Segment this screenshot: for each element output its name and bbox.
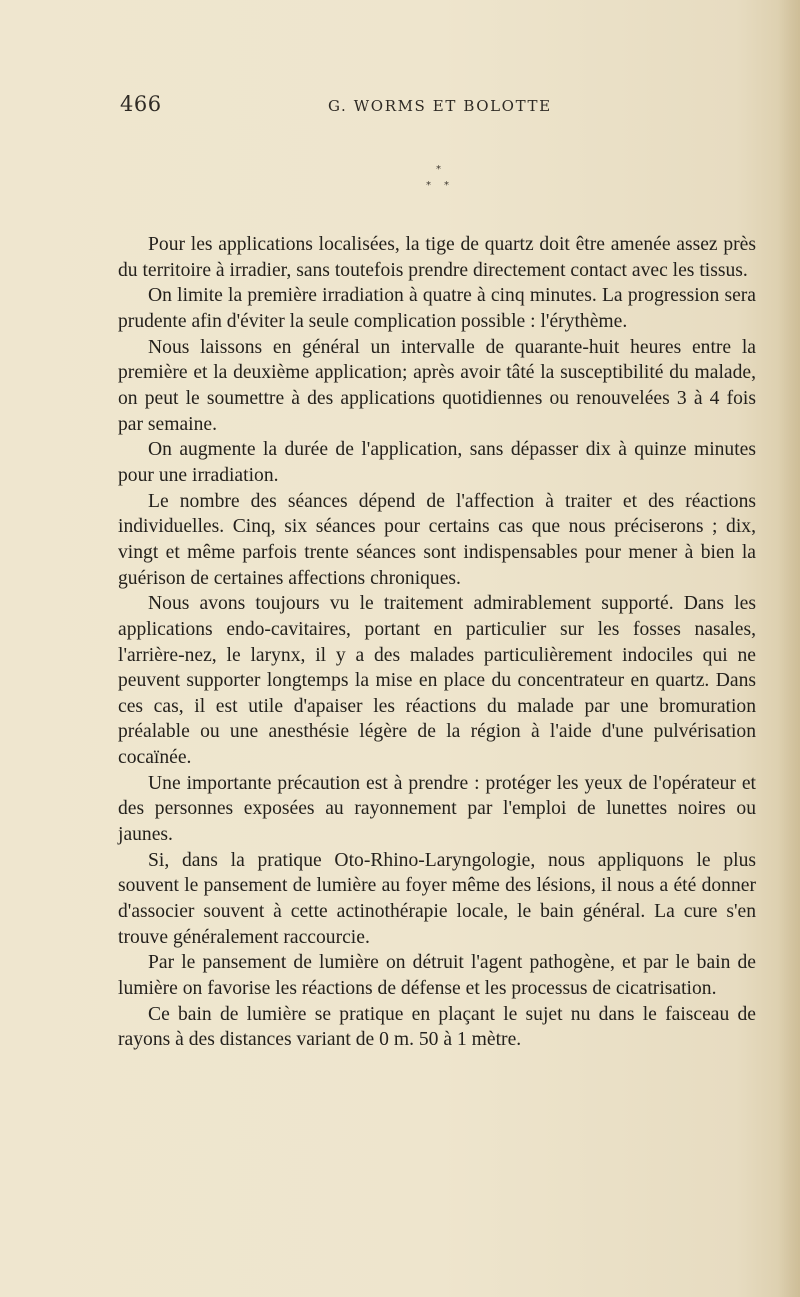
paragraph: Nous avons toujours vu le traitement admirablement supporté. Dans les applications endo-cavitaires, portant en particulier sur les fosses nasales, l'arrière-nez, le larynx, il y a des malades particulièrement indociles qui ne peuvent supporter longtemps la mise en place du concentrateur en quartz. Dans ces cas, il est utile d'apaiser les réactions du malade par une bromuration préalable ou une anesthésie légère de la région à l'aide d'une pulvérisation cocaïnée. <box>118 593 756 769</box>
paragraph: Une importante précaution est à prendre : protéger les yeux de l'opérateur et des personnes exposées au rayonnement par l'emploi de lunettes noires ou jaunes. <box>118 772 756 846</box>
section-separator-asterism <box>420 163 460 197</box>
paragraph: Si, dans la pratique Oto-Rhino-Laryngologie, nous appliquons le plus souvent le pansement de lumière au foyer même des lésions, il nous a été donner d'associer souvent à cette actinothérapie locale, le bain général. La cure s'en trouve généralement raccourcie. <box>118 849 756 948</box>
body-text <box>118 232 756 1053</box>
asterism-star-left: * <box>426 180 431 191</box>
paragraph: Pour les applications localisées, la tige de quartz doit être amenée assez près du territoire à irradier, sans toutefois prendre directement contact avec les tissus. <box>118 234 756 281</box>
paragraph: Nous laissons en général un intervalle de quarante-huit heures entre la première et la deuxième application; après avoir tâté la susceptibilité du malade, on peut le soumettre à des applications quotidiennes ou renouvelées 3 à 4 fois par semaine. <box>118 336 756 435</box>
paragraph: On limite la première irradiation à quatre à cinq minutes. La progression sera prudente afin d'éviter la seule complication possible : l'érythème. <box>118 285 756 332</box>
paragraph: Ce bain de lumière se pratique en plaçant le sujet nu dans le faisceau de rayons à des distances variant de 0 m. 50 à 1 mètre. <box>118 1003 756 1051</box>
page-header <box>118 92 758 122</box>
asterism-star-top: * <box>436 164 441 175</box>
paragraph: On augmente la durée de l'application, sans dépasser dix à quinze minutes pour une irradiation. <box>118 439 756 486</box>
paragraph: Par le pansement de lumière on détruit l'agent pathogène, et par le bain de lumière on favorise les réactions de défense et les processus de cicatrisation. <box>118 952 756 1000</box>
asterism-star-right: * <box>444 180 449 191</box>
running-head: G. WORMS ET BOLOTTE <box>328 97 552 115</box>
paragraph: Le nombre des séances dépend de l'affection à traiter et des réactions individuelles. Cinq, six séances pour certains cas que nous préciserons ; dix, vingt et même parfois trente séances sont indispensables pour mener à bien la guérison de certaines affections chroniques. <box>118 490 756 589</box>
page-number: 466 <box>120 92 162 116</box>
